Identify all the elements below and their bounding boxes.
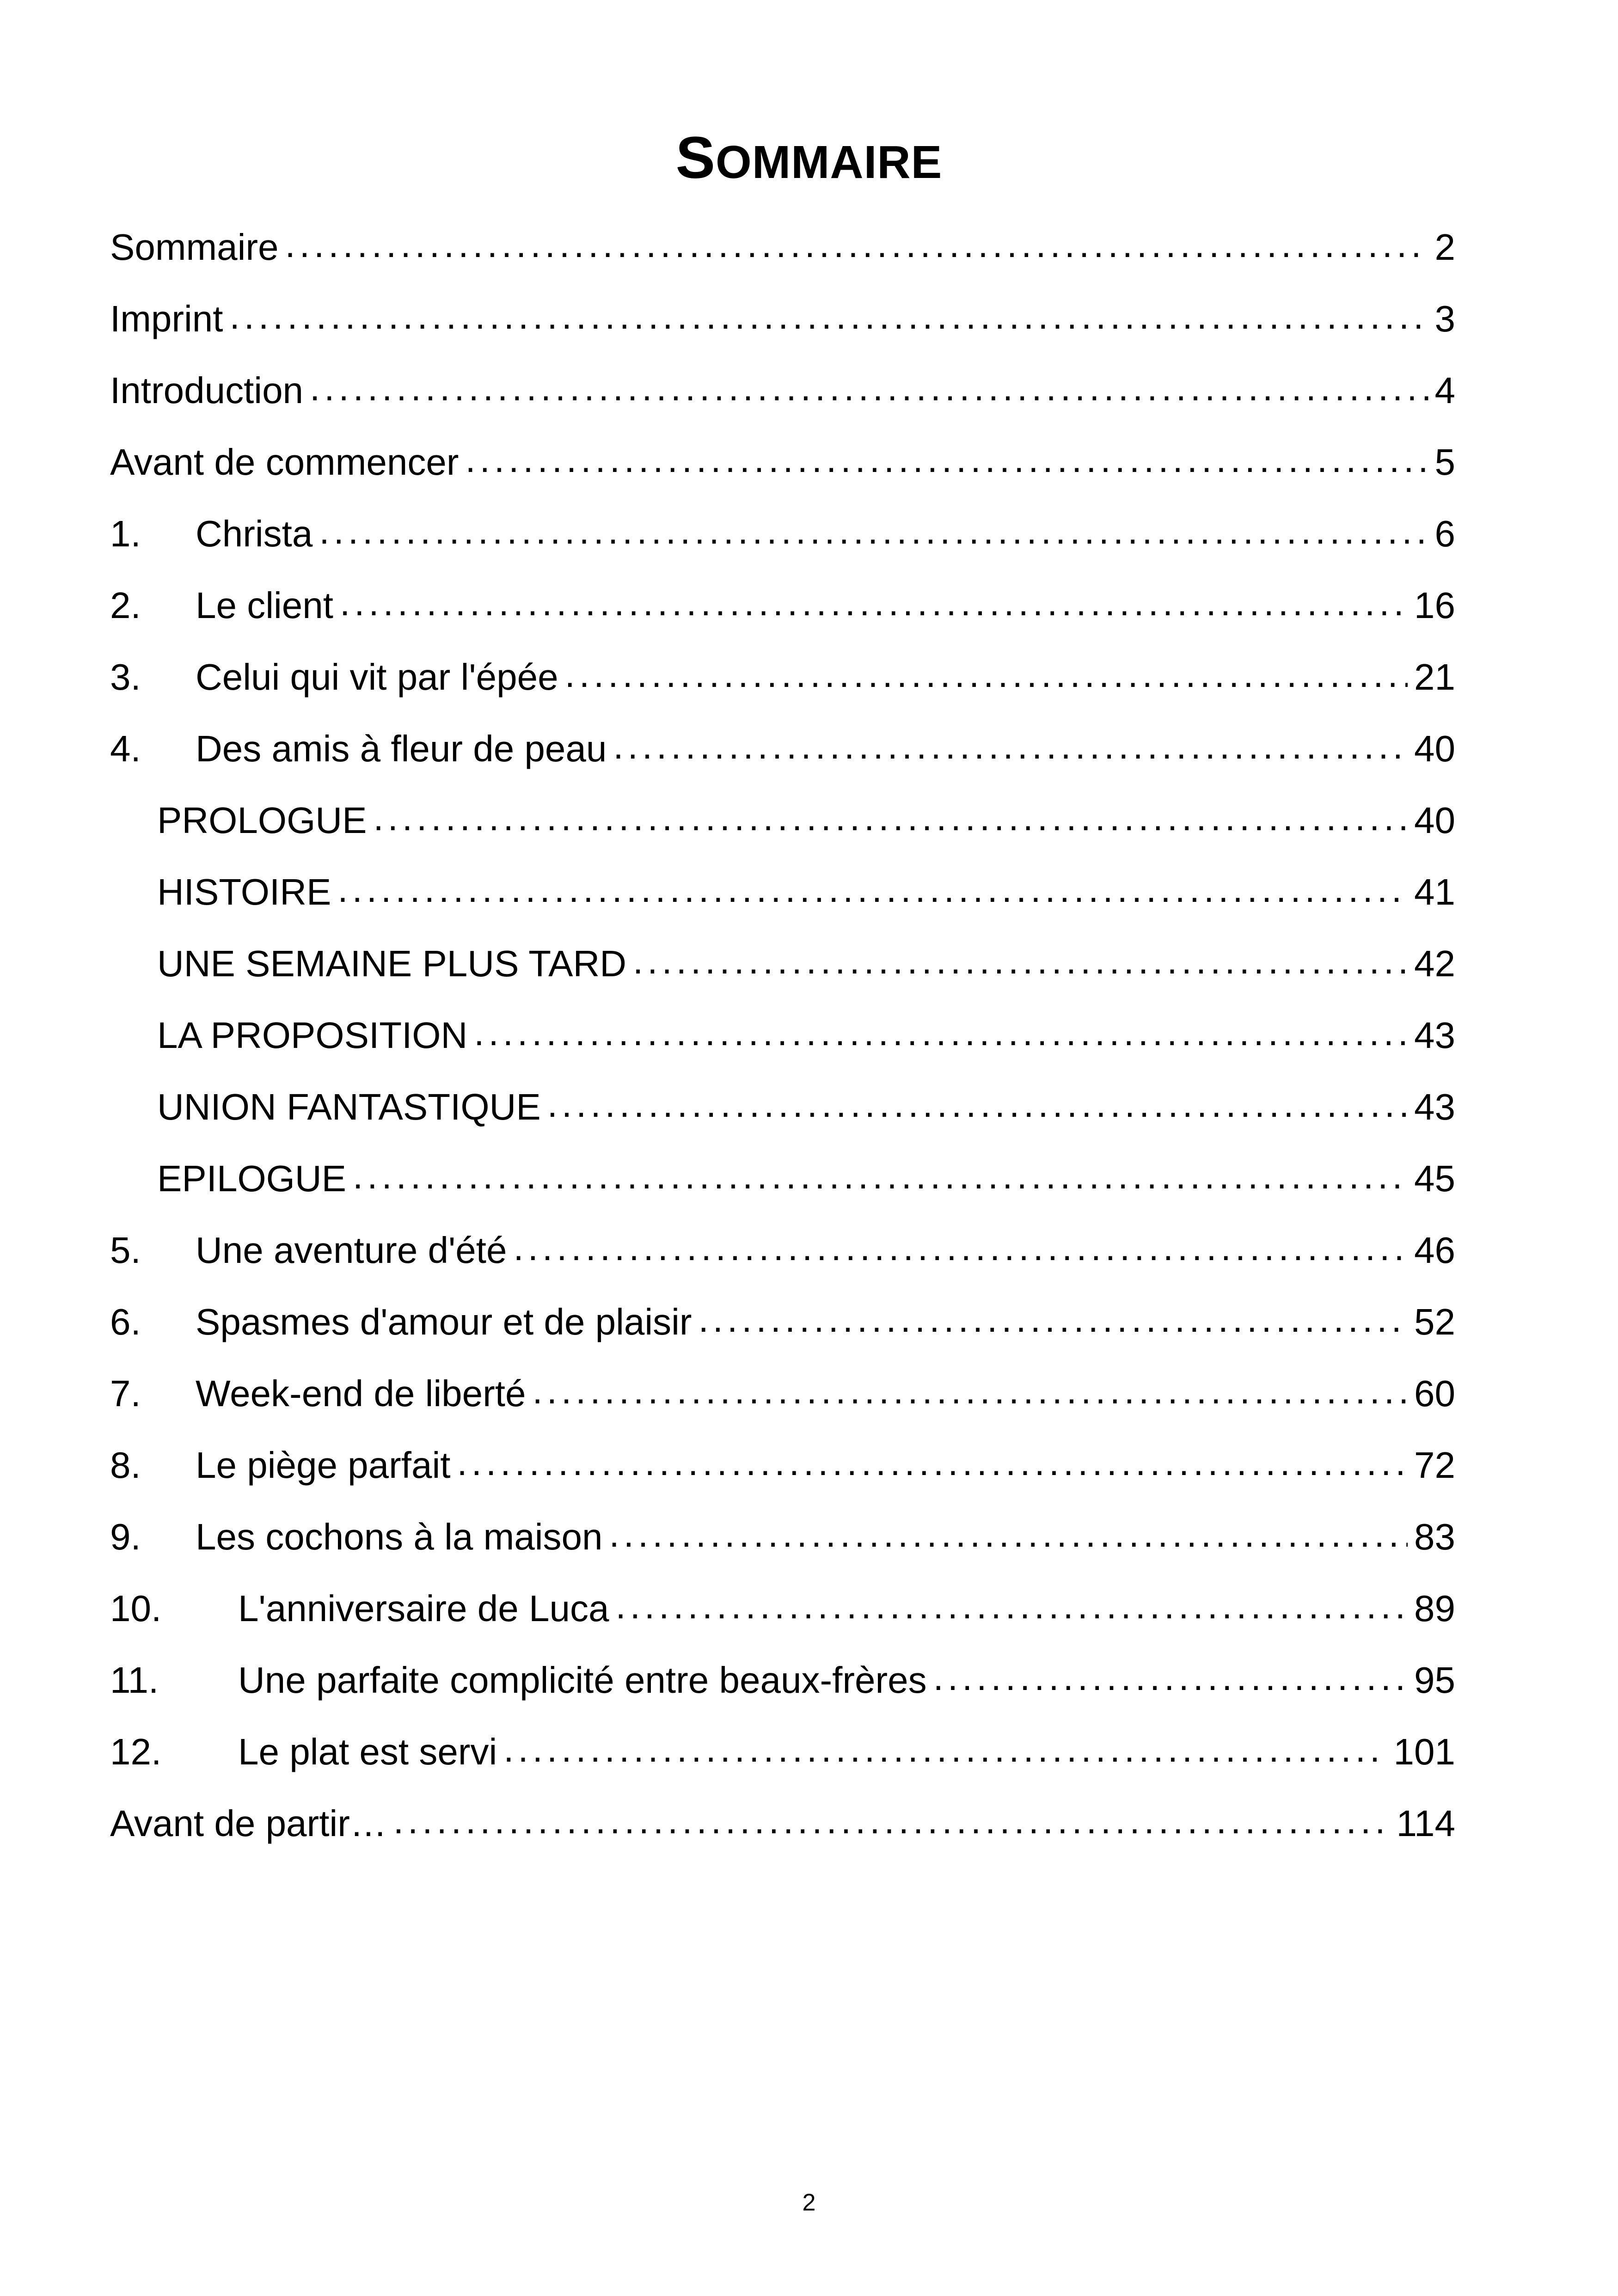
toc-entry-label: HISTOIRE (157, 871, 331, 912)
toc-entry-page: 16 (1414, 584, 1455, 626)
toc-entry-label: EPILOGUE (157, 1157, 347, 1199)
toc-dot-leader (615, 1586, 1408, 1632)
toc-entry-label: LA PROPOSITION (157, 1014, 468, 1056)
toc-dot-leader (533, 1371, 1408, 1417)
toc-subsection-entry[interactable] (110, 928, 1455, 999)
toc-chapter-entry[interactable] (110, 1358, 1455, 1429)
toc-chapter-number: 3. (110, 656, 141, 698)
toc-entry-label: Imprint (110, 298, 223, 339)
toc-entry-page: 101 (1393, 1731, 1455, 1772)
toc-entry-page: 72 (1414, 1444, 1455, 1486)
toc-entry-label: Introduction (110, 369, 304, 411)
toc-chapter-entry[interactable] (110, 713, 1455, 784)
toc-dot-leader (337, 869, 1408, 915)
toc-dot-leader (393, 1800, 1390, 1847)
toc-dot-leader (565, 654, 1408, 700)
toc-entry-label: UNION FANTASTIQUE (157, 1086, 541, 1127)
toc-dot-leader (340, 582, 1408, 629)
page-title (0, 121, 1618, 199)
toc-dot-leader (609, 1514, 1408, 1560)
toc-chapter-entry[interactable] (110, 1716, 1455, 1788)
toc-entry-label: Des amis à fleur de peau (196, 728, 607, 769)
toc-entry[interactable] (110, 283, 1455, 355)
toc-entry-page: 52 (1414, 1301, 1455, 1342)
toc-entry-label: Le piège parfait (196, 1444, 451, 1486)
toc-chapter-entry[interactable] (110, 1214, 1455, 1286)
toc-chapter-entry[interactable] (110, 1429, 1455, 1501)
toc-entry[interactable] (110, 1788, 1455, 1859)
toc-entry-page: 42 (1414, 943, 1455, 984)
toc-entry-label: PROLOGUE (157, 799, 367, 841)
toc-chapter-number: 2. (110, 584, 141, 626)
toc-chapter-number: 7. (110, 1372, 141, 1414)
toc-entry-label: Le client (196, 584, 333, 626)
toc-entry-page: 6 (1434, 513, 1455, 554)
toc-subsection-entry[interactable] (110, 1143, 1455, 1214)
toc-entry-label: Avant de commencer (110, 441, 459, 483)
toc-entry-label: Celui qui vit par l'épée (196, 656, 558, 698)
toc-chapter-number: 12. (110, 1731, 162, 1772)
toc-entry-label: Sommaire (110, 226, 279, 268)
toc-dot-leader (474, 1012, 1408, 1059)
toc-entry-page: 41 (1414, 871, 1455, 912)
toc-entry[interactable] (110, 355, 1455, 426)
toc-chapter-entry[interactable] (110, 1644, 1455, 1716)
toc-entry-page: 83 (1414, 1516, 1455, 1557)
toc-chapter-entry[interactable] (110, 569, 1455, 641)
toc-entry-page: 2 (1434, 226, 1455, 268)
toc-entry-page: 21 (1414, 656, 1455, 698)
toc-chapter-number: 4. (110, 728, 141, 769)
toc-subsection-entry[interactable] (110, 784, 1455, 856)
toc-entry-page: 95 (1414, 1659, 1455, 1701)
toc-dot-leader (457, 1442, 1408, 1488)
toc-entry[interactable] (110, 426, 1455, 498)
toc-entry-page: 3 (1434, 298, 1455, 339)
title-rest: OMMAIRE (716, 136, 943, 188)
toc-chapter-number: 5. (110, 1229, 141, 1271)
toc-chapter-number: 9. (110, 1516, 141, 1557)
toc-entry-page: 46 (1414, 1229, 1455, 1271)
toc-dot-leader (319, 511, 1428, 557)
toc-chapter-entry[interactable] (110, 498, 1455, 569)
toc-entry-page: 4 (1434, 369, 1455, 411)
table-of-contents (110, 211, 1455, 1859)
toc-entry-page: 5 (1434, 441, 1455, 483)
toc-entry-label: Le plat est servi (238, 1731, 497, 1772)
toc-dot-leader (353, 1156, 1408, 1202)
toc-entry-label: Avant de partir… (110, 1802, 387, 1844)
toc-subsection-entry[interactable] (110, 999, 1455, 1071)
toc-dot-leader (310, 367, 1428, 414)
toc-dot-leader (613, 726, 1408, 772)
toc-entry-label: Spasmes d'amour et de plaisir (196, 1301, 692, 1342)
toc-entry[interactable] (110, 211, 1455, 283)
toc-entry-label: Week-end de liberté (196, 1372, 526, 1414)
toc-entry-label: Une parfaite complicité entre beaux-frères (238, 1659, 927, 1701)
toc-dot-leader (514, 1227, 1408, 1274)
toc-dot-leader (373, 797, 1408, 844)
toc-dot-leader (465, 439, 1428, 485)
toc-chapter-entry[interactable] (110, 1286, 1455, 1358)
toc-chapter-entry[interactable] (110, 641, 1455, 713)
toc-entry-label: Christa (196, 513, 313, 554)
toc-chapter-number: 6. (110, 1301, 141, 1342)
footer-page-number: 2 (802, 2189, 816, 2216)
toc-chapter-number: 8. (110, 1444, 141, 1486)
title-initial: S (675, 125, 716, 191)
toc-entry-page: 60 (1414, 1372, 1455, 1414)
toc-entry-page: 89 (1414, 1587, 1455, 1629)
toc-entry-page: 43 (1414, 1014, 1455, 1056)
toc-dot-leader (699, 1299, 1408, 1345)
toc-chapter-number: 1. (110, 513, 141, 554)
toc-entry-page: 40 (1414, 799, 1455, 841)
toc-dot-leader (503, 1729, 1387, 1775)
toc-entry-label: L'anniversaire de Luca (238, 1587, 609, 1629)
toc-entry-label: Une aventure d'été (196, 1229, 507, 1271)
toc-chapter-number: 11. (110, 1659, 159, 1701)
toc-dot-leader (547, 1084, 1408, 1130)
toc-subsection-entry[interactable] (110, 1071, 1455, 1143)
toc-entry-label: UNE SEMAINE PLUS TARD (157, 943, 627, 984)
toc-dot-leader (285, 224, 1428, 270)
toc-dot-leader (933, 1657, 1408, 1703)
toc-dot-leader (633, 941, 1408, 987)
toc-entry-page: 114 (1396, 1802, 1455, 1844)
toc-entry-page: 40 (1414, 728, 1455, 769)
toc-dot-leader (230, 296, 1428, 342)
toc-entry-label: Les cochons à la maison (196, 1516, 603, 1557)
toc-subsection-entry[interactable] (110, 856, 1455, 928)
toc-chapter-number: 10. (110, 1587, 162, 1629)
toc-entry-page: 43 (1414, 1086, 1455, 1127)
toc-chapter-entry[interactable] (110, 1573, 1455, 1644)
toc-chapter-entry[interactable] (110, 1501, 1455, 1573)
toc-entry-page: 45 (1414, 1157, 1455, 1199)
